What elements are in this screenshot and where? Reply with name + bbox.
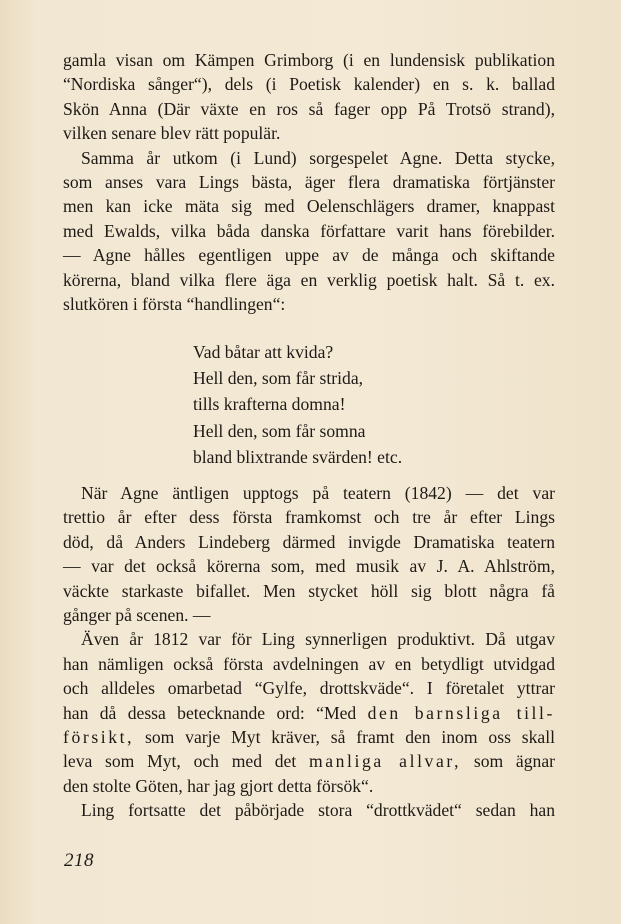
text-line xyxy=(63,701,555,725)
spaced-emphasis: den barnsliga till- xyxy=(367,702,555,723)
text-segment: som ägnar xyxy=(461,751,555,772)
text-line: han nämligen också första avdelningen av en betydligt utvidgad xyxy=(63,653,555,674)
text-line: som anses vara Lings bästa, äger flera dramatiska förtjänster xyxy=(63,171,555,192)
text-line xyxy=(63,725,555,749)
text-line: Samma år utkom (i Lund) sorgespelet Agne. Detta stycke, xyxy=(81,147,555,168)
poem-line: tills krafterna domna! xyxy=(193,394,346,415)
text-line: Skön Anna (Där växte en ros så fager opp På Trotsö strand), xyxy=(63,98,555,119)
text-line: vilken senare blev rätt populär. xyxy=(63,123,281,144)
text-line: — var det också körerna som, med musik av J. A. Ahlström, xyxy=(63,556,555,577)
text-line: slutkören i första “handlingen“: xyxy=(63,293,286,314)
text-line: med Ewalds, vilka båda danska författare varit hans förebilder. xyxy=(63,220,555,241)
poem-line: Vad båtar att kvida? xyxy=(193,342,334,362)
text-line: Ling fortsatte det påbörjade stora “drottkvädet“ sedan han xyxy=(81,800,555,821)
upper-text xyxy=(63,48,555,316)
text-line: och alldeles omarbetad “Gylfe, drottskväde“. I företalet yttrar xyxy=(63,678,555,699)
text-line: trettio år efter dess första framkomst och tre år efter Lings xyxy=(63,507,555,528)
text-line: “Nordiska sånger“), dels (i Poetisk kalender) en s. k. ballad xyxy=(63,74,555,95)
text-line: När Agne äntligen upptogs på teatern (1842) — det var xyxy=(81,483,555,503)
spaced-emphasis: försikt, xyxy=(63,726,135,747)
text-segment: han då dessa betecknande ord: “Med xyxy=(63,702,368,723)
text-line: men kan icke mäta sig med Oelenschlägers dramer, knappast xyxy=(63,196,555,217)
poem-line: bland blixtrande svärden! etc. xyxy=(193,446,403,467)
text-line xyxy=(63,749,555,773)
text-line: väckte starkaste bifallet. Men stycket höll sig blott några få xyxy=(63,580,555,601)
text-line: — Agne hålles egentligen uppe av de många och skiftande xyxy=(63,245,555,266)
poem-line: Hell den, som får somna xyxy=(193,420,366,441)
text-segment: leva som Myt, och med det xyxy=(63,751,309,772)
text-line: Även år 1812 var för Ling synnerligen produktivt. Då utgav xyxy=(81,629,555,650)
poem-line: Hell den, som får strida, xyxy=(193,368,364,389)
poem-quote xyxy=(193,339,402,470)
page-number: 218 xyxy=(64,850,94,871)
text-line: den stolte Göten, har jag gjort detta försök“. xyxy=(63,775,374,796)
lower-text xyxy=(63,481,555,822)
text-line: gånger på scenen. — xyxy=(63,604,211,625)
text-line: gamla visan om Kämpen Grimborg (i en lundensisk publikation xyxy=(63,50,555,70)
text-segment: som varje Myt kräver, så framt den inom oss skall xyxy=(134,726,555,747)
text-line: körerna, bland vilka flere äga en verklig poetisk halt. Så t. ex. xyxy=(63,269,555,290)
text-line: död, då Anders Lindeberg därmed invigde Dramatiska teatern xyxy=(63,531,555,552)
spaced-emphasis: manliga allvar, xyxy=(308,751,462,772)
